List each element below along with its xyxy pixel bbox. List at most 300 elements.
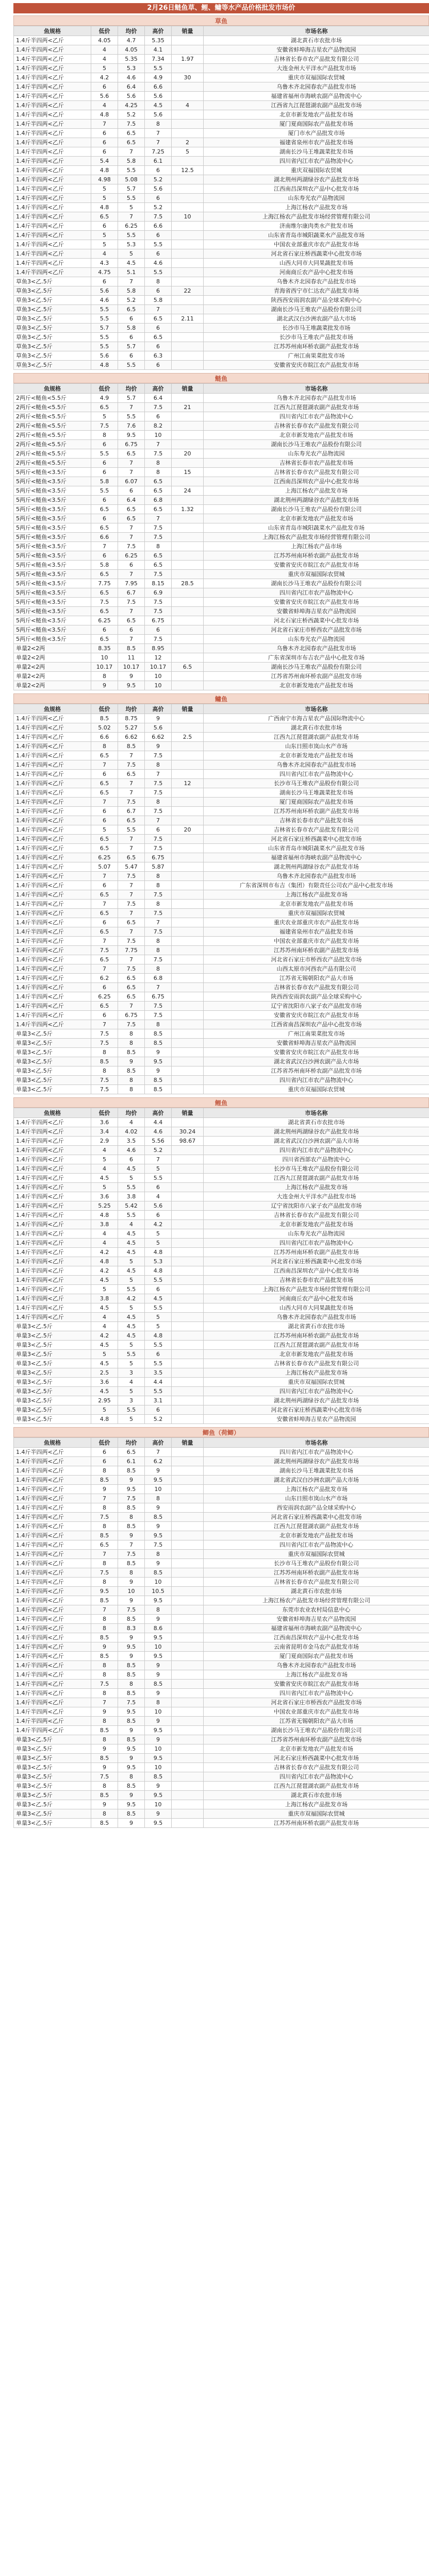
table-row [14, 881, 429, 890]
spec-cell: 1.4斤半四两<乙斤 [14, 249, 91, 259]
avg-price-cell: 5.3 [118, 240, 145, 249]
market-cell: 湖北省黄石市农批市场 [204, 1118, 429, 1127]
market-cell: 吉林省长春市农产品批发有限公司 [204, 468, 429, 477]
low-price-cell: 8 [91, 1809, 118, 1819]
volume-cell: 30.24 [172, 1127, 204, 1137]
low-price-cell: 3.6 [91, 1192, 118, 1201]
market-cell: 中国农业部重庆市农产品批发市场 [204, 937, 429, 946]
volume-cell [172, 1624, 204, 1633]
spec-cell: 1.4斤半四两<乙斤 [14, 1285, 91, 1294]
market-cell: 重庆农业部重庆市农产品批发市场 [204, 918, 429, 927]
spec-cell: 5两斤<鲢鱼<3.5斤 [14, 523, 91, 533]
table-row [14, 212, 429, 222]
volume-cell [172, 1146, 204, 1155]
market-cell: 吉林省长春市农产品批发市场 [204, 816, 429, 825]
avg-price-cell: 5.08 [118, 175, 145, 184]
low-price-cell: 5.6 [91, 92, 118, 101]
high-price-cell: 6 [145, 361, 172, 370]
market-cell: 安徽省蚌埠海吉星农产品物流园 [204, 45, 429, 55]
avg-price-cell: 7.5 [118, 760, 145, 770]
volume-cell [172, 394, 204, 403]
table-row [14, 625, 429, 635]
avg-price-cell: 6 [118, 1155, 145, 1164]
volume-cell [172, 1782, 204, 1791]
avg-price-cell: 4.5 [118, 1313, 145, 1322]
table-row [14, 1257, 429, 1266]
market-cell: 四川省内江市农产品物流中心 [204, 588, 429, 598]
low-price-cell: 5 [91, 1405, 118, 1415]
table-row [14, 1229, 429, 1239]
high-price-cell: 10.17 [145, 663, 172, 672]
market-cell: 上海江杨农产品批发市场经营管理有限公司 [204, 1596, 429, 1605]
avg-price-cell: 8.5 [118, 742, 145, 751]
column-header: 均价 [118, 384, 145, 394]
volume-cell: 12.5 [172, 166, 204, 175]
table-row [14, 1605, 429, 1615]
high-price-cell: 5.5 [145, 1276, 172, 1285]
spec-cell: 2两斤<鲢鱼<5.5斤 [14, 394, 91, 403]
low-price-cell: 6 [91, 459, 118, 468]
avg-price-cell: 6.25 [118, 551, 145, 561]
high-price-cell: 6.5 [145, 477, 172, 486]
low-price-cell: 7 [91, 542, 118, 551]
high-price-cell: 9.5 [145, 1819, 172, 1828]
table-row [14, 644, 429, 653]
low-price-cell: 8 [91, 1522, 118, 1531]
spec-cell: 单量3<乙.5斤 [14, 1405, 91, 1415]
high-price-cell: 9 [145, 1809, 172, 1819]
price-table [13, 704, 429, 1094]
volume-cell [172, 496, 204, 505]
high-price-cell: 8 [145, 1494, 172, 1503]
high-price-cell: 8 [145, 459, 172, 468]
spec-cell: 5两斤<鲢鱼<3.5斤 [14, 579, 91, 588]
table-row [14, 955, 429, 964]
market-cell: 湖北黄石市农批市场 [204, 1791, 429, 1800]
avg-price-cell: 8.5 [118, 1048, 145, 1057]
spec-cell: 1.4斤半四两<乙斤 [14, 816, 91, 825]
column-header: 低价 [91, 704, 118, 714]
market-cell: 上海江杨农产品批发市场经营管理有限公司 [204, 212, 429, 222]
table-row [14, 1076, 429, 1085]
page-title: 2月26日鲢鱼草、鲤、鳙等水产品价格批发市场价 [13, 3, 429, 13]
table-row [14, 82, 429, 92]
spec-cell: 草鱼3<乙.5斤 [14, 342, 91, 351]
avg-price-cell: 6.25 [118, 222, 145, 231]
table-row [14, 733, 429, 742]
avg-price-cell: 6.62 [118, 733, 145, 742]
low-price-cell: 6.5 [91, 505, 118, 514]
table-row [14, 853, 429, 862]
column-header: 高价 [145, 26, 172, 36]
table-row [14, 92, 429, 101]
low-price-cell: 5.5 [91, 449, 118, 459]
avg-price-cell: 5.3 [118, 64, 145, 73]
volume-cell [172, 1048, 204, 1057]
spec-cell: 1.4斤半四两<乙斤 [14, 1164, 91, 1174]
high-price-cell: 5.5 [145, 268, 172, 277]
market-cell: 北京市新发地农产品批发市场 [204, 1744, 429, 1754]
spec-cell: 单量3<乙.5斤 [14, 1415, 91, 1424]
high-price-cell: 9.5 [145, 1633, 172, 1642]
high-price-cell: 3.1 [145, 1396, 172, 1405]
high-price-cell: 5.56 [145, 1137, 172, 1146]
market-cell: 江苏苏州南环桥农副产品批发市场 [204, 946, 429, 955]
market-cell: 湖北黄石市农批市场 [204, 1587, 429, 1596]
high-price-cell: 5.2 [145, 203, 172, 212]
volume-cell [172, 542, 204, 551]
high-price-cell: 4.8 [145, 1331, 172, 1341]
market-cell: 河北省石家庄市桥西农产品批发市场 [204, 955, 429, 964]
table-row [14, 1085, 429, 1094]
table-row [14, 351, 429, 361]
market-cell: 安徽省安庆市皖江农产品批发市场 [204, 361, 429, 370]
table-row [14, 286, 429, 296]
table-row [14, 1396, 429, 1405]
spec-cell: 1.4斤半四两<乙斤 [14, 1485, 91, 1494]
high-price-cell: 10 [145, 672, 172, 681]
low-price-cell: 9 [91, 1707, 118, 1717]
volume-cell [172, 1698, 204, 1707]
spec-cell: 1.4斤半四两<乙斤 [14, 983, 91, 992]
table-row [14, 305, 429, 314]
low-price-cell: 4.5 [91, 1174, 118, 1183]
low-price-cell: 4.8 [91, 203, 118, 212]
low-price-cell: 5.7 [91, 324, 118, 333]
table-row [14, 616, 429, 625]
avg-price-cell: 5.5 [118, 166, 145, 175]
volume-cell: 98.67 [172, 1137, 204, 1146]
low-price-cell: 4.9 [91, 394, 118, 403]
volume-cell [172, 1596, 204, 1605]
low-price-cell: 8 [91, 1048, 118, 1057]
high-price-cell: 9 [145, 1735, 172, 1744]
volume-cell: 28.5 [172, 579, 204, 588]
volume-cell [172, 1466, 204, 1476]
high-price-cell: 7 [145, 138, 172, 147]
high-price-cell: 10 [145, 1707, 172, 1717]
low-price-cell: 8 [91, 1689, 118, 1698]
spec-cell: 5两斤<鲢鱼<3.5斤 [14, 514, 91, 523]
spec-cell: 1.4斤半四两<乙斤 [14, 101, 91, 110]
table-header-row [14, 384, 429, 394]
spec-cell: 5两斤<鲢鱼<3.5斤 [14, 477, 91, 486]
market-cell: 大连金州大平洋水产品批发市场 [204, 1192, 429, 1201]
market-cell: 山东日照市岚山水产市场 [204, 742, 429, 751]
market-cell: 吉林省长春市农产品批发市场 [204, 1276, 429, 1285]
table-row [14, 324, 429, 333]
volume-cell [172, 1791, 204, 1800]
market-cell: 陕西西安雨润农副产品全球采购中心 [204, 296, 429, 305]
low-price-cell: 5.8 [91, 561, 118, 570]
market-cell: 四川省内江市农产品物流中心 [204, 1387, 429, 1396]
high-price-cell: 9 [145, 1615, 172, 1624]
volume-cell [172, 644, 204, 653]
table-header-row [14, 704, 429, 714]
volume-cell [172, 742, 204, 751]
market-cell: 江西南昌深圳农产品中心批发市场 [204, 1266, 429, 1276]
table-row [14, 1174, 429, 1183]
avg-price-cell: 7 [118, 523, 145, 533]
table-row [14, 184, 429, 194]
market-cell: 江苏苏州南环桥农副产品批发市场 [204, 1568, 429, 1578]
column-header: 高价 [145, 384, 172, 394]
low-price-cell: 8.5 [91, 1596, 118, 1605]
table-row [14, 1359, 429, 1368]
spec-cell: 单量2<2两 [14, 653, 91, 663]
section-title: 鲫鱼（荷鲫） [13, 1427, 429, 1437]
high-price-cell: 9.5 [145, 1596, 172, 1605]
market-cell: 湖南长沙马王堆农产品股份有限公司 [204, 305, 429, 314]
market-cell: 安徽省安庆市皖江农产品批发市场 [204, 1011, 429, 1020]
market-cell: 北京市新发地农产品批发市场 [204, 514, 429, 523]
spec-cell: 草鱼3<乙.5斤 [14, 296, 91, 305]
low-price-cell: 7 [91, 964, 118, 974]
avg-price-cell: 5.7 [118, 342, 145, 351]
high-price-cell: 7 [145, 129, 172, 138]
market-cell: 辽宁省沈阳市八家子农产品批发市场 [204, 1002, 429, 1011]
avg-price-cell: 5.7 [118, 394, 145, 403]
table-row [14, 1303, 429, 1313]
volume-cell [172, 1076, 204, 1085]
high-price-cell: 5.35 [145, 36, 172, 45]
avg-price-cell: 4.05 [118, 45, 145, 55]
market-cell: 辽宁省沈阳市八家子农产品批发市场 [204, 1201, 429, 1211]
high-price-cell: 8 [145, 872, 172, 881]
volume-cell: 2.11 [172, 314, 204, 324]
high-price-cell: 5.5 [145, 1359, 172, 1368]
spec-cell: 1.4斤半四两<乙斤 [14, 1578, 91, 1587]
spec-cell: 1.4斤半四两<乙斤 [14, 1174, 91, 1183]
table-row [14, 974, 429, 983]
avg-price-cell: 4.5 [118, 1229, 145, 1239]
spec-cell: 1.4斤半四两<乙斤 [14, 1201, 91, 1211]
market-cell: 长沙市马王堆蔬菜批发市场 [204, 324, 429, 333]
table-row [14, 1485, 429, 1494]
avg-price-cell: 6.1 [118, 1457, 145, 1466]
price-table [13, 1437, 429, 1828]
volume-cell [172, 440, 204, 449]
volume-cell [172, 1476, 204, 1485]
low-price-cell: 4.5 [91, 1303, 118, 1313]
volume-cell [172, 1485, 204, 1494]
low-price-cell: 6.5 [91, 890, 118, 900]
market-cell: 湖北省武汉白沙洲农副产品大市场 [204, 1476, 429, 1485]
avg-price-cell: 7.5 [118, 937, 145, 946]
volume-cell [172, 681, 204, 690]
spec-cell: 1.4斤半四两<乙斤 [14, 862, 91, 872]
market-cell: 江苏苏州南环桥农副产品批发市场 [204, 807, 429, 816]
table-row [14, 992, 429, 1002]
market-cell: 河北石家庄桥西蔬菜中心批发市场 [204, 616, 429, 625]
volume-cell [172, 1387, 204, 1396]
avg-price-cell: 7 [118, 570, 145, 579]
market-cell: 江苏省苏州南环桥农副产品批发市场 [204, 672, 429, 681]
high-price-cell: 6.5 [145, 561, 172, 570]
high-price-cell: 8 [145, 881, 172, 890]
table-row [14, 459, 429, 468]
high-price-cell: 9 [145, 1048, 172, 1057]
spec-cell: 1.4斤半四两<乙斤 [14, 733, 91, 742]
table-row [14, 1294, 429, 1303]
table-row [14, 862, 429, 872]
high-price-cell: 6 [145, 166, 172, 175]
spec-cell: 1.4斤半四两<乙斤 [14, 1457, 91, 1466]
avg-price-cell: 8 [118, 1513, 145, 1522]
table-row [14, 1331, 429, 1341]
high-price-cell: 6.3 [145, 351, 172, 361]
market-cell: 江西九江琵琶湖农副产品批发市场 [204, 403, 429, 412]
spec-cell: 1.4斤半四两<乙斤 [14, 1137, 91, 1146]
spec-cell: 1.4斤半四两<乙斤 [14, 1257, 91, 1266]
spec-cell: 1.4斤半四两<乙斤 [14, 1605, 91, 1615]
table-row [14, 175, 429, 184]
low-price-cell: 7 [91, 900, 118, 909]
table-row [14, 561, 429, 570]
market-cell: 四川省内江市农产品物流中心 [204, 1448, 429, 1457]
avg-price-cell: 5 [118, 249, 145, 259]
low-price-cell: 8 [91, 1578, 118, 1587]
market-cell: 湖北省武汉白沙洲农副产品大市场 [204, 1057, 429, 1066]
table-row [14, 1057, 429, 1066]
low-price-cell: 6.5 [91, 570, 118, 579]
low-price-cell: 6 [91, 816, 118, 825]
market-cell: 湖北武汉白沙洲农副产品大市场 [204, 314, 429, 324]
market-cell: 安徽省安庆市皖江农产品批发市场 [204, 1680, 429, 1689]
volume-cell [172, 1011, 204, 1020]
low-price-cell: 6.5 [91, 927, 118, 937]
avg-price-cell: 6.4 [118, 82, 145, 92]
avg-price-cell: 5.35 [118, 55, 145, 64]
table-row [14, 798, 429, 807]
low-price-cell: 8 [91, 1624, 118, 1633]
high-price-cell: 9 [145, 1661, 172, 1670]
volume-cell [172, 1661, 204, 1670]
market-cell: 湖南长沙马王堆蔬菜批发市场 [204, 147, 429, 157]
volume-cell [172, 296, 204, 305]
low-price-cell: 7.5 [91, 1039, 118, 1048]
high-price-cell: 9 [145, 1066, 172, 1076]
low-price-cell: 4.75 [91, 268, 118, 277]
table-row [14, 983, 429, 992]
high-price-cell: 8.6 [145, 1624, 172, 1633]
volume-cell [172, 1313, 204, 1322]
low-price-cell: 10 [91, 653, 118, 663]
low-price-cell: 9 [91, 1763, 118, 1772]
volume-cell [172, 1229, 204, 1239]
low-price-cell: 4 [91, 1229, 118, 1239]
avg-price-cell: 7 [118, 779, 145, 788]
spec-cell: 1.4斤半四两<乙斤 [14, 120, 91, 129]
table-row [14, 1239, 429, 1248]
volume-cell [172, 1754, 204, 1763]
low-price-cell: 9 [91, 1642, 118, 1652]
spec-cell: 单量3<乙.5斤 [14, 1368, 91, 1378]
volume-cell: 22 [172, 286, 204, 296]
avg-price-cell: 6 [118, 625, 145, 635]
table-row [14, 653, 429, 663]
avg-price-cell: 7.5 [118, 1698, 145, 1707]
column-header: 低价 [91, 1438, 118, 1448]
volume-cell [172, 1276, 204, 1285]
market-cell: 江苏苏州南环桥农副产品批发市场 [204, 551, 429, 561]
price-table [13, 383, 429, 690]
market-cell: 吉林省长春市农产品批发有限公司 [204, 1359, 429, 1368]
spec-cell: 1.4斤半四两<乙斤 [14, 1689, 91, 1698]
low-price-cell: 7.5 [91, 1513, 118, 1522]
avg-price-cell: 5.2 [118, 296, 145, 305]
section-title: 鲢鱼 [13, 373, 429, 383]
market-cell: 江西九江琵琶湖农副产品批发市场 [204, 733, 429, 742]
spec-cell: 1.4斤半四两<乙斤 [14, 157, 91, 166]
market-cell: 湖北黄石市农批市场 [204, 723, 429, 733]
volume-cell [172, 1633, 204, 1642]
high-price-cell: 10 [145, 1485, 172, 1494]
market-cell: 江西九江琵琶湖农副产品批发市场 [204, 1522, 429, 1531]
volume-cell [172, 1642, 204, 1652]
market-cell: 安徽省蚌埠海吉星农产品物流园 [204, 1615, 429, 1624]
volume-cell [172, 1192, 204, 1201]
spec-cell: 1.4斤半四两<乙斤 [14, 798, 91, 807]
market-cell: 山东寿光农产品物流园 [204, 194, 429, 203]
spec-cell: 草鱼3<乙.5斤 [14, 351, 91, 361]
high-price-cell: 6.5 [145, 333, 172, 342]
high-price-cell: 7 [145, 918, 172, 927]
spec-cell: 单量3<乙.5斤 [14, 1744, 91, 1754]
table-row [14, 1791, 429, 1800]
volume-cell [172, 862, 204, 872]
low-price-cell: 6 [91, 129, 118, 138]
market-cell: 福建省福州市海峡农副产品物流中心 [204, 92, 429, 101]
table-row [14, 1800, 429, 1809]
spec-cell: 5两斤<鲢鱼<3.5斤 [14, 625, 91, 635]
low-price-cell: 8.5 [91, 1476, 118, 1485]
table-row [14, 166, 429, 175]
table-row [14, 1596, 429, 1605]
avg-price-cell: 5.5 [118, 1211, 145, 1220]
market-cell: 上海江杨农产品批发市场 [204, 890, 429, 900]
low-price-cell: 5 [91, 194, 118, 203]
avg-price-cell: 7.5 [118, 1494, 145, 1503]
low-price-cell: 7 [91, 798, 118, 807]
high-price-cell: 10.5 [145, 1587, 172, 1596]
table-row [14, 872, 429, 881]
volume-cell [172, 1248, 204, 1257]
low-price-cell: 5 [91, 412, 118, 421]
spec-cell: 1.4斤半四两<乙斤 [14, 1596, 91, 1605]
low-price-cell: 3.6 [91, 1378, 118, 1387]
column-header: 市场名称 [204, 384, 429, 394]
table-row [14, 157, 429, 166]
column-header: 市场名称 [204, 1438, 429, 1448]
spec-cell: 1.4斤半四两<乙斤 [14, 1550, 91, 1559]
avg-price-cell: 5 [118, 1303, 145, 1313]
volume-cell [172, 890, 204, 900]
spec-cell: 1.4斤半四两<乙斤 [14, 129, 91, 138]
avg-price-cell: 6.5 [118, 616, 145, 625]
low-price-cell: 6.5 [91, 523, 118, 533]
low-price-cell: 5 [91, 1183, 118, 1192]
volume-cell [172, 231, 204, 240]
column-header: 均价 [118, 26, 145, 36]
low-price-cell: 7.5 [91, 1772, 118, 1782]
low-price-cell: 5 [91, 231, 118, 240]
low-price-cell: 8 [91, 1503, 118, 1513]
spec-cell: 草鱼3<乙.5斤 [14, 324, 91, 333]
table-row [14, 1220, 429, 1229]
market-cell: 湖南长沙马王堆蔬菜批发市场 [204, 1466, 429, 1476]
avg-price-cell: 5 [118, 1276, 145, 1285]
